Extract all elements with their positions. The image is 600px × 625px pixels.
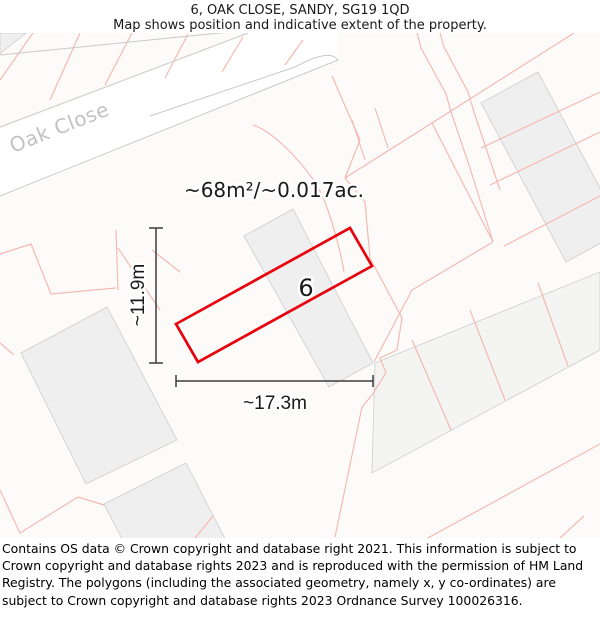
height-dimension-label: ~11.9m bbox=[128, 263, 149, 327]
street-label: Oak Close bbox=[6, 96, 113, 158]
header bbox=[0, 0, 600, 33]
plot-number-label: 6 bbox=[298, 274, 314, 302]
page-subtitle: Map shows position and indicative extent of the property. bbox=[113, 18, 487, 33]
area-label: ~68m²/~0.017ac. bbox=[183, 178, 365, 202]
page-title: 6, OAK CLOSE, SANDY, SG19 1QD bbox=[190, 3, 410, 18]
map-container bbox=[0, 33, 600, 538]
width-dimension-label: ~17.3m bbox=[243, 393, 307, 414]
footer-attribution: Contains OS data © Crown copyright and database right 2021. This information is subject to Crown copyright and database rights 2023 and is reproduced with the permission of HM Land Registry. The polygons (including the associated geometry, namely x, y co-ordinates) are subject to Crown copyright and database rights 2023 Ordnance Survey 100026316. bbox=[0, 539, 598, 609]
map-canvas bbox=[0, 33, 600, 538]
